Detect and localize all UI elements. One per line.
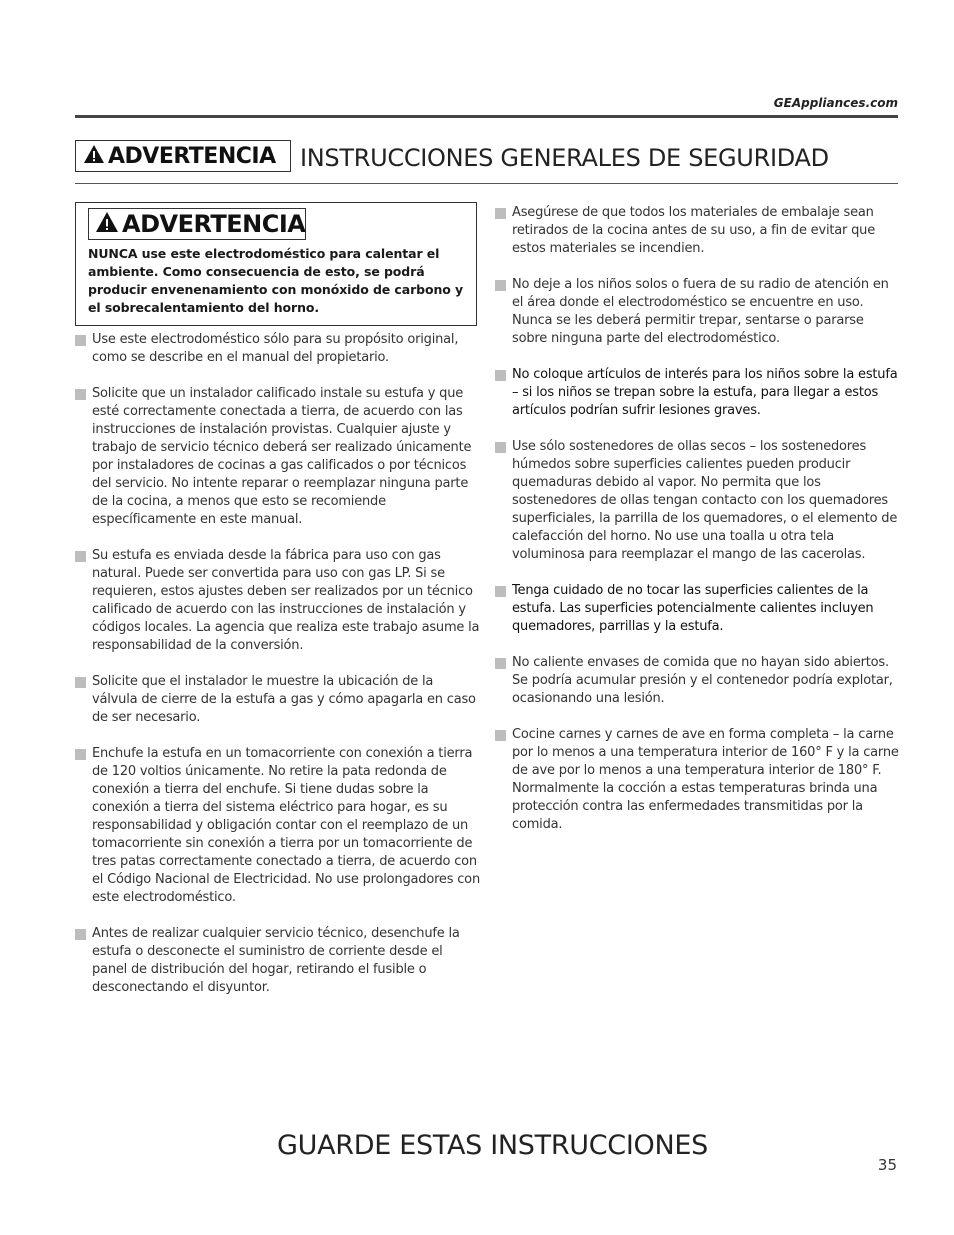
square-bullet-icon	[75, 389, 86, 400]
list-item	[495, 438, 900, 564]
square-bullet-icon	[495, 442, 506, 453]
list-item-text: Solicite que el instalador le muestre la ubicación de la válvula de cierre de la estufa a gas y cómo apagarla en caso de ser necesario.	[92, 674, 476, 725]
left-column	[75, 331, 480, 1015]
list-item-text: Tenga cuidado de no tocar las superficies calientes de la estufa. Las superficies potencialmente calientes incluyen quemadores, parrillas y la estufa.	[512, 583, 874, 634]
warning-triangle-icon	[95, 211, 119, 237]
list-item	[75, 745, 480, 907]
list-item-text: Su estufa es enviada desde la fábrica para uso con gas natural. Puede ser convertida para uso con gas LP. Si se requieren, estos ajustes deben ser realizados por un técnico calificado de acuerdo con las instrucciones de instalación y códigos locales. La agencia que realiza este trabajo asume la responsabilidad de la conversión.	[92, 548, 480, 653]
list-item	[75, 331, 480, 367]
square-bullet-icon	[75, 551, 86, 562]
list-item	[75, 925, 480, 997]
square-bullet-icon	[495, 586, 506, 597]
list-item-text: Antes de realizar cualquier servicio técnico, desenchufe la estufa o desconecte el suministro de corriente desde el panel de distribución del hogar, retirando el fusible o desconectando el disyuntor.	[92, 926, 460, 995]
right-column	[495, 204, 900, 852]
top-rule	[75, 115, 898, 118]
list-item	[75, 673, 480, 727]
header-warning-badge	[75, 140, 291, 172]
list-item-text: Enchufe la estufa en un tomacorriente con conexión a tierra de 120 voltios únicamente. No retire la pata redonda de conexión a tierra del enchufe. Si tiene dudas sobre la conexión a tierra del sistema eléctrico para hogar, es su responsabilidad y obligación contar con el reemplazo de un tomacorriente sin conexión a tierra por un tomacorriente de tres patas correctamente conectado a tierra, de acuerdo con el Código Nacional de Electricidad. No use prolongadores con este electrodoméstico.	[92, 746, 480, 905]
list-item-text: Solicite que un instalador calificado instale su estufa y que esté correctamente conectada a tierra, de acuerdo con las instrucciones de instalación provistas. Cualquier ajuste y trabajo de servicio técnico deberá ser realizado únicamente por instaladores de cocinas a gas calificados o por técnicos del servicio. No intente reparar o reemplazar ninguna parte de la cocina, a menos que esto se recomiende específicamente en este manual.	[92, 386, 472, 527]
list-item-text: Use este electrodoméstico sólo para su propósito original, como se describe en el manual del propietario.	[92, 332, 459, 365]
square-bullet-icon	[495, 208, 506, 219]
header-rule	[75, 183, 898, 184]
header-warning-label: ADVERTENCIA	[108, 143, 276, 169]
square-bullet-icon	[75, 749, 86, 760]
warning-panel	[75, 202, 477, 326]
square-bullet-icon	[495, 280, 506, 291]
square-bullet-icon	[495, 730, 506, 741]
list-item	[495, 366, 900, 420]
list-item-text: No caliente envases de comida que no hayan sido abiertos. Se podría acumular presión y el contenedor podría explotar, ocasionando una lesión.	[512, 655, 893, 706]
panel-warning-badge	[88, 208, 306, 240]
list-item	[75, 385, 480, 529]
list-item-text: Asegúrese de que todos los materiales de embalaje sean retirados de la cocina antes de su uso, a fin de evitar que estos materiales se incendien.	[512, 205, 876, 256]
list-item-text: No coloque artículos de interés para los niños sobre la estufa – si los niños se trepan sobre la estufa, para llegar a estos artículos podrían sufrir lesiones graves.	[512, 367, 898, 418]
section-title: INSTRUCCIONES GENERALES DE SEGURIDAD	[300, 144, 829, 172]
warning-text: NUNCA use este electrodoméstico para calentar el ambiente. Como consecuencia de esto, se podrá producir envenenamiento con monóxido de carbono y el sobrecalentamiento del horno.	[88, 246, 464, 315]
footer-title: GUARDE ESTAS INSTRUCCIONES	[277, 1130, 708, 1161]
square-bullet-icon	[75, 929, 86, 940]
site-url: GEAppliances.com	[773, 96, 898, 110]
list-item-text: Cocine carnes y carnes de ave en forma completa – la carne por lo menos a una temperatura interior de 160° F y la carne de ave por lo menos a una temperatura interior de 180° F. Normalmente la cocción a estas temperaturas brinda una protección contra las enfermedades transmitidas por la comida.	[512, 727, 899, 832]
page-number: 35	[877, 1156, 897, 1174]
list-item-text: Use sólo sostenedores de ollas secos – los sostenedores húmedos sobre superficies calientes pueden producir quemaduras debido al vapor. No permita que los sostenedores de ollas tengan contacto con los quemadores superficiales, la parrilla de los quemadores, o el elemento de calefacción del horno. No use una toalla u otra tela voluminosa para reemplazar el mango de las cacerolas.	[512, 439, 898, 562]
square-bullet-icon	[75, 677, 86, 688]
square-bullet-icon	[495, 370, 506, 381]
list-item	[495, 204, 900, 258]
square-bullet-icon	[495, 658, 506, 669]
list-item	[495, 582, 900, 636]
square-bullet-icon	[75, 335, 86, 346]
warning-triangle-icon	[83, 144, 105, 168]
list-item	[495, 726, 900, 834]
list-item	[75, 547, 480, 655]
list-item	[495, 276, 900, 348]
list-item	[495, 654, 900, 708]
list-item-text: No deje a los niños solos o fuera de su radio de atención en el área donde el electrodoméstico se encuentre en uso. Nunca se les deberá permitir trepar, sentarse o pararse sobre ninguna parte del electrodoméstico.	[512, 277, 889, 346]
section-header	[75, 140, 898, 180]
panel-warning-label: ADVERTENCIA	[122, 210, 306, 238]
